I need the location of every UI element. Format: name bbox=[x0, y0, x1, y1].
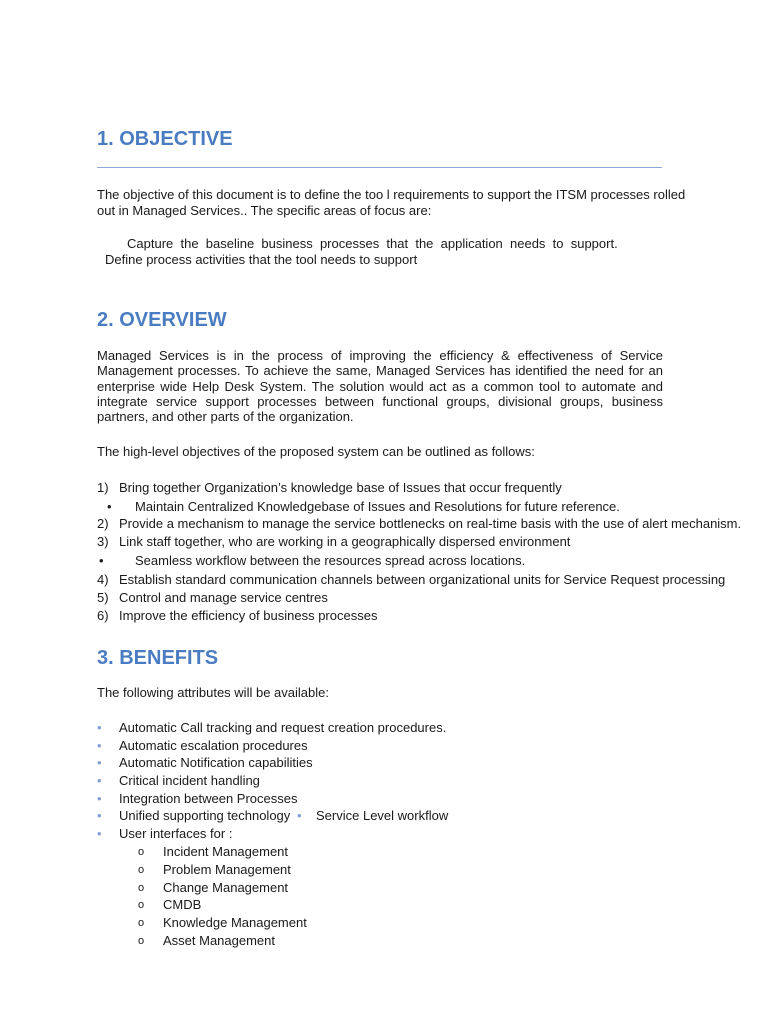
bullet-icon: • bbox=[97, 791, 102, 806]
sub-item: Asset Management bbox=[163, 933, 276, 948]
benefit-item: Critical incident handling bbox=[119, 773, 260, 788]
list-marker: 4) bbox=[97, 572, 109, 587]
benefit-item: User interfaces for : bbox=[119, 826, 233, 841]
list-item: Control and manage service centres bbox=[119, 590, 328, 605]
sub-item: Change Management bbox=[163, 880, 289, 895]
list-marker: • bbox=[99, 553, 104, 568]
list-item: Improve the efficiency of business processes bbox=[119, 608, 378, 623]
list-item: Link staff together, who are working in a geographically dispersed environment bbox=[119, 534, 571, 549]
list-marker: 5) bbox=[97, 590, 109, 605]
list-marker: 2) bbox=[97, 516, 109, 531]
bullet-icon: • bbox=[97, 773, 102, 788]
heading-overview: 2. OVERVIEW bbox=[97, 309, 227, 331]
heading-benefits: 3. BENEFITS bbox=[97, 647, 219, 669]
circle-bullet-icon: o bbox=[138, 882, 145, 894]
sub-item: Problem Management bbox=[163, 862, 291, 877]
bullet-icon: • bbox=[97, 755, 102, 770]
bullet-icon: • bbox=[97, 738, 102, 753]
list-item: Bring together Organization’s knowledge base of Issues that occur frequently bbox=[119, 480, 562, 495]
list-item: Seamless workflow between the resources spread across locations. bbox=[135, 553, 526, 568]
list-marker: 6) bbox=[97, 608, 109, 623]
list-item: Maintain Centralized Knowledgebase of Issues and Resolutions for future reference. bbox=[135, 499, 620, 514]
circle-bullet-icon: o bbox=[138, 864, 145, 876]
circle-bullet-icon: o bbox=[138, 899, 145, 911]
overview-paragraph: Managed Services is in the process of improving the efficiency & effectiveness of Service Management processes. To achieve the same, Managed Services has identified the need for an enterprise wide Help Desk System. The solution would act as a common tool to automate and integrate service support processes between functional groups, divisional groups, business partners, and other parts of the organization. bbox=[97, 348, 663, 425]
benefit-item: Service Level workflow bbox=[316, 808, 449, 823]
heading-objective: 1. OBJECTIVE bbox=[97, 128, 233, 150]
list-marker: 3) bbox=[97, 534, 109, 549]
circle-bullet-icon: o bbox=[138, 917, 145, 929]
bullet-icon: • bbox=[97, 720, 102, 735]
sub-item: Knowledge Management bbox=[163, 915, 307, 930]
benefit-item: Automatic Notification capabilities bbox=[119, 755, 313, 770]
focus-item-2: Define process activities that the tool needs to support bbox=[105, 252, 418, 267]
list-marker: • bbox=[107, 499, 112, 514]
benefits-intro: The following attributes will be available: bbox=[97, 685, 329, 700]
list-item: Establish standard communication channels between organizational units for Service Request processing bbox=[119, 572, 726, 587]
circle-bullet-icon: o bbox=[138, 846, 145, 858]
benefit-item: Automatic Call tracking and request creation procedures. bbox=[119, 720, 447, 735]
heading-rule bbox=[97, 167, 662, 168]
benefit-item: Automatic escalation procedures bbox=[119, 738, 308, 753]
bullet-icon: • bbox=[297, 808, 302, 823]
focus-item-1: Capture the baseline business processes that the application needs to support. bbox=[127, 236, 618, 251]
sub-item: Incident Management bbox=[163, 844, 289, 859]
benefit-item: Integration between Processes bbox=[119, 791, 298, 806]
bullet-icon: • bbox=[97, 808, 102, 823]
sub-item: CMDB bbox=[163, 897, 202, 912]
list-item: Provide a mechanism to manage the service bottlenecks on real-time basis with the use of alert mechanism. bbox=[119, 516, 742, 531]
objective-line-2: out in Managed Services.. The specific areas of focus are: bbox=[97, 203, 432, 218]
overview-intro: The high-level objectives of the proposed system can be outlined as follows: bbox=[97, 444, 535, 459]
bullet-icon: • bbox=[97, 826, 102, 841]
circle-bullet-icon: o bbox=[138, 935, 145, 947]
list-marker: 1) bbox=[97, 480, 109, 495]
benefit-item: Unified supporting technology bbox=[119, 808, 291, 823]
objective-line-1: The objective of this document is to define the too l requirements to support the ITSM processes rolled bbox=[97, 187, 686, 202]
